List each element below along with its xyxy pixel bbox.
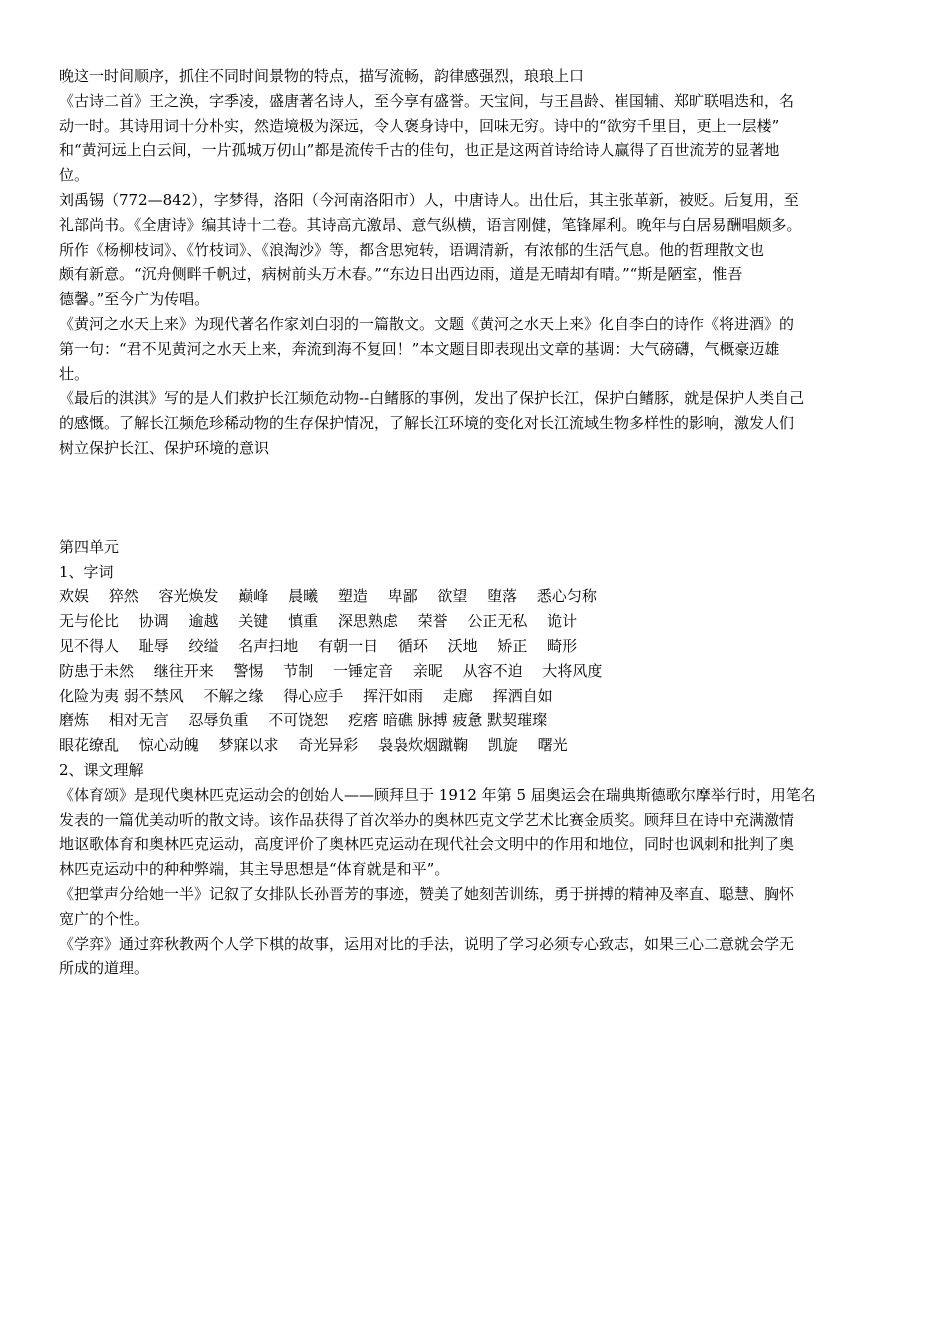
word-line: 欢娱 猝然 容光焕发 巅峰 晨曦 塑造 卑鄙 欲望 堕落 悉心匀称	[59, 587, 597, 606]
text-line: 位。	[59, 166, 90, 185]
word-line: 防患于未然 继往开来 警惕 节制 一锤定音 亲昵 从容不迫 大将风度	[59, 661, 603, 680]
word-line: 化险为夷 弱不禁风 不解之缘 得心应手 挥汗如雨 走廊 挥洒自如	[59, 686, 553, 705]
text-line: 林匹克运动中的种种弊端，其主导思想是“体育就是和平”。	[59, 860, 450, 879]
text-line: 地讴歌体育和奥林匹克运动，高度评价了奥林匹克运动在现代社会文明中的作用和地位，同时也讽刺和批判了奥	[59, 835, 795, 854]
text-line: 宽广的个性。	[59, 909, 150, 928]
text-line: 《黄河之水天上来》为现代著名作家刘白羽的一篇散文。文题《黄河之水天上来》化自李白的诗作《将进酒》的	[59, 314, 795, 333]
section-spacer	[59, 461, 897, 535]
understanding-heading: 2、课文理解	[59, 760, 144, 779]
unit-title: 第四单元	[59, 537, 120, 556]
word-line: 无与伦比 协调 逾越 关键 慎重 深思熟虑 荣誉 公正无私 诡计	[59, 612, 578, 631]
text-line: 的感慨。了解长江频危珍稀动物的生存保护情况，了解长江环境的变化对长江流域生物多样性的影响，激发人们	[59, 414, 795, 433]
text-line: 《体育颂》是现代奥林匹克运动会的创始人——顾拜旦于 1912 年第 5 届奥运会在瑞典斯德歌尔摩举行时，用笔名	[59, 785, 816, 804]
text-line: 晚这一时间顺序，抓住不同时间景物的特点，描写流畅，韵律感强烈，琅琅上口	[59, 67, 585, 85]
word-line: 磨炼 相对无言 忍辱负重 不可饶恕 疙瘩 暗礁 脉搏 疲惫 默契璀璨	[59, 711, 548, 730]
document-page	[59, 64, 897, 981]
text-line: 壮。	[59, 364, 90, 383]
text-line: 《把掌声分给她一半》记叙了女排队长孙晋芳的事迹，赞美了她刻苦训练，勇于拼搏的精神及率直、聪慧、胸怀	[59, 884, 795, 903]
text-line: 第一句：“君不见黄河之水天上来，奔流到海不复回！”本文题目即表现出文章的基调：大气磅礴，气概豪迈雄	[59, 339, 780, 358]
text-line: 树立保护长江、保护环境的意识	[59, 438, 270, 457]
text-line: 动一时。其诗用词十分朴实，然造境极为深远，令人褒身诗中，回味无穷。诗中的“欲穷千里目，更上一层楼”	[59, 116, 780, 135]
words-heading: 1、字词	[59, 562, 114, 581]
section-previous-unit-summary	[59, 64, 897, 461]
word-list	[59, 584, 897, 758]
text-line: 和“黄河远上白云间，一片孤城万仞山”都是流传千古的佳句，也正是这两首诗给诗人赢得了百世流芳的显著地	[59, 141, 780, 160]
word-line: 见不得人 耻辱 绞缢 名声扫地 有朝一日 循环 沃地 矫正 畸形	[59, 636, 578, 655]
text-line: 礼部尚书。《全唐诗》编其诗十二卷。其诗高亢激昂、意气纵横，语言刚健，笔锋犀利。晚年与白居易酬唱颇多。	[59, 215, 802, 234]
text-line: 德馨。”至今广为传唱。	[59, 290, 210, 309]
text-line: 发表的一篇优美动听的散文诗。该作品获得了首次举办的奥林匹克文学艺术比赛金质奖。顾拜旦在诗中充满激情	[59, 810, 795, 829]
text-line: 《学弈》通过弈秋教两个人学下棋的故事，运用对比的手法，说明了学习必须专心致志，如果三心二意就会学无	[59, 934, 795, 953]
understanding-text	[59, 783, 897, 981]
text-line: 所作《杨柳枝词》、《竹枝词》、《浪淘沙》等，都含思宛转，语调清新，有浓郁的生活气息。他的哲理散文也	[59, 240, 765, 259]
word-line: 眼花缭乱 惊心动魄 梦寐以求 奇光异彩 袅袅炊烟蹴鞠 凯旋 曙光	[59, 736, 568, 755]
text-line: 刘禹锡（772—842），字梦得，洛阳（今河南洛阳市）人，中唐诗人。出仕后，其主张革新，被贬。后复用，至	[59, 190, 799, 209]
text-line: 颇有新意。“沉舟侧畔千帆过，病树前头万木春。”“东边日出西边雨，道是无晴却有晴。”“斯是陋室，惟吾	[59, 265, 743, 284]
text-line: 所成的道理。	[59, 959, 150, 978]
section-unit-four	[59, 535, 897, 981]
text-line: 《最后的淇淇》写的是人们救护长江频危动物--白鳍豚的事例，发出了保护长江，保护白鳍豚，就是保护人类自己	[59, 389, 805, 408]
text-line: 《古诗二首》王之涣，字季凌，盛唐著名诗人，至今享有盛誉。天宝间，与王昌龄、崔国辅、郑旷联唱迭和，名	[59, 91, 795, 110]
